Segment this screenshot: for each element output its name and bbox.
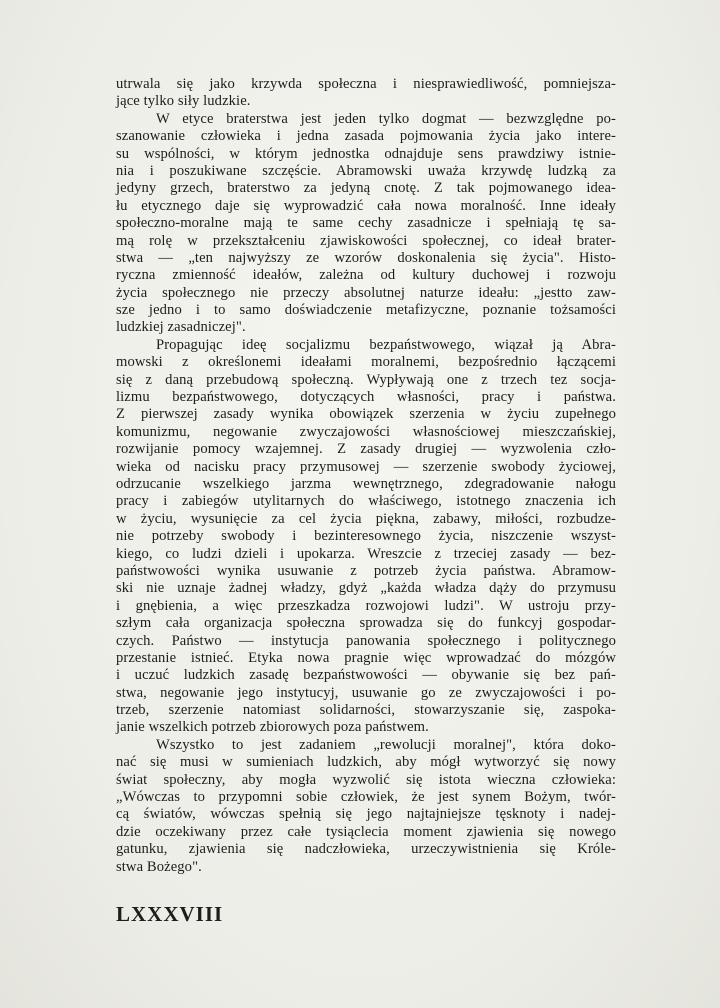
text-line: jące tylko siły ludzkie. [116,93,251,110]
paragraph [116,76,616,111]
text-line: nie potrzeby swobody i bezinteresownego życia, niszczenie wszyst- [116,528,616,545]
text-line: się z daną przebudową społeczną. Wypływają one z trzech tez socja- [116,371,616,388]
text-line: cą światów, wówczas spełnią się jego najtajniejsze tęsknoty i nadej- [116,806,616,823]
text-line: sze jedno i to samo doświadczenie metafizyczne, poznanie tożsamości [116,302,616,319]
text-line: ski nie uznaje żadnej władzy, gdyż „każda władza dąży do przymusu [116,580,616,597]
paragraph [116,337,616,737]
text-line: Z pierwszej zasady wynika obowiązek szerzenia w życiu zupełnego [116,406,616,423]
text-line: komunizmu, negowanie zwyczajowości własnościowej mieszczańskiej, [116,423,616,440]
text-line: życia społecznego nie przeczy absolutnej naturze ideału: „jestto zaw- [116,284,616,301]
text-line: Wszystko to jest zadaniem „rewolucji moralnej", która doko- [156,736,616,753]
text-line: nia i poszukiwane szczęście. Abramowski uważa krzywdę ludzką za [116,162,616,179]
text-line: i gnębienia, a więc przeszkadza rozwojowi ludzi". W ustroju przy- [116,597,616,614]
page-number: LXXXVIII [116,902,224,926]
text-line: mą rolę w przekształceniu zjawiskowości społecznej, co ideał brater- [116,232,616,249]
body-text [116,76,616,876]
text-line: ryczna zmienność ideałów, zależna od kultury duchowej i rozwoju [116,267,616,284]
text-line: w życiu, wysunięcie za cel życia piękna, zabawy, miłości, rozbudze- [116,510,616,527]
text-line: janie wszelkich potrzeb zbiorowych poza państwem. [116,719,429,736]
text-line: przestanie istnieć. Etyka nowa pragnie więc wprowadzać do mózgów [116,649,616,666]
text-line: jedyny grzech, braterstwo za jedyną cnotę. Z tak pojmowanego ideа- [116,180,616,197]
text-line: państwowości wynika usuwanie z potrzeb życia państwa. Abramow- [116,562,616,579]
text-line: społeczno-moralne mają te same cechy zasadnicze i spełniają tę sa- [116,215,616,232]
text-line: dzie oczekiwany przez całe tysiąclecia moment zjawienia się nowego [116,823,616,840]
text-line: W etyce braterstwa jest jeden tylko dogmat — bezwzględne po- [156,110,616,127]
text-line: su wspólności, w którym jednostka odnajduje sens prawdziwy istnie- [116,145,616,162]
text-line: ludzkiej zasadniczej". [116,319,246,336]
text-line: stwa — „ten najwyższy ze wzorów doskonalenia się życia". Histo- [116,249,616,266]
text-line: Propagując ideę socjalizmu bezpaństwowego, wiązał ją Abra- [156,336,616,353]
text-line: czych. Państwo — instytucja panowania społecznego i politycznego [116,632,616,649]
text-line: trzeb, szerzenie natomiast solidarności, stowarzyszanie się, zaspoka- [116,702,616,719]
text-line: i uczuć ludzkich zasadę bezpaństwowości — obywanie się bez pań- [116,667,616,684]
text-line: szłym cała organizacja społeczna sprowadza się do funkcyj gospodar- [116,615,616,632]
text-line: wieka od nacisku pracy przymusowej — szerzenie swobody życiowej, [116,458,616,475]
text-line: stwa Bożego". [116,858,202,875]
text-line: gatunku, zjawienia się nadczłowieka, urzeczywistnienia się Króle- [116,841,616,858]
text-line: stwa, negowanie jego instytucyj, usuwanie go ze zwyczajowości i po- [116,684,616,701]
paragraph [116,111,616,337]
text-line: mowski z określonemi ideałami moralnemi, bezpośrednio łączącemi [116,354,616,371]
text-line: lizmu bezpaństwowego, dotyczących własności, pracy i państwa. [116,389,616,406]
text-line: pracy i zabiegów utylitarnych do właściwego, istotnego znaczenia ich [116,493,616,510]
text-line: szanowanie człowieka i jedna zasada pojmowania życia jako intere- [116,128,616,145]
text-line: utrwala się jako krzywda społeczna i niesprawiedliwość, pomniejsza- [116,76,616,92]
text-line: nać się musi w sumieniach ludzkich, aby mógł wytworzyć się nowy [116,754,616,771]
text-line: łu etycznego daje się wyprowadzić cała nowa moralność. Inne ideały [116,197,616,214]
text-line: odrzucanie wszelkiego jarzma wewnętrznego, zdegradowanie nałogu [116,475,616,492]
text-line: „Wówczas to przypomni sobie człowiek, że jest synem Bożym, twór- [116,789,616,806]
text-line: rozwijanie pomocy wzajemnej. Z zasady drugiej — wyzwolenia czło- [116,441,616,458]
paragraph [116,737,616,876]
text-line: kiego, co ludzi dzieli i upokarza. Wreszcie z trzeciej zasady — bez- [116,545,616,562]
text-line: świat społeczny, aby mogła wyzwolić się istota wieczna człowieka: [116,771,616,788]
